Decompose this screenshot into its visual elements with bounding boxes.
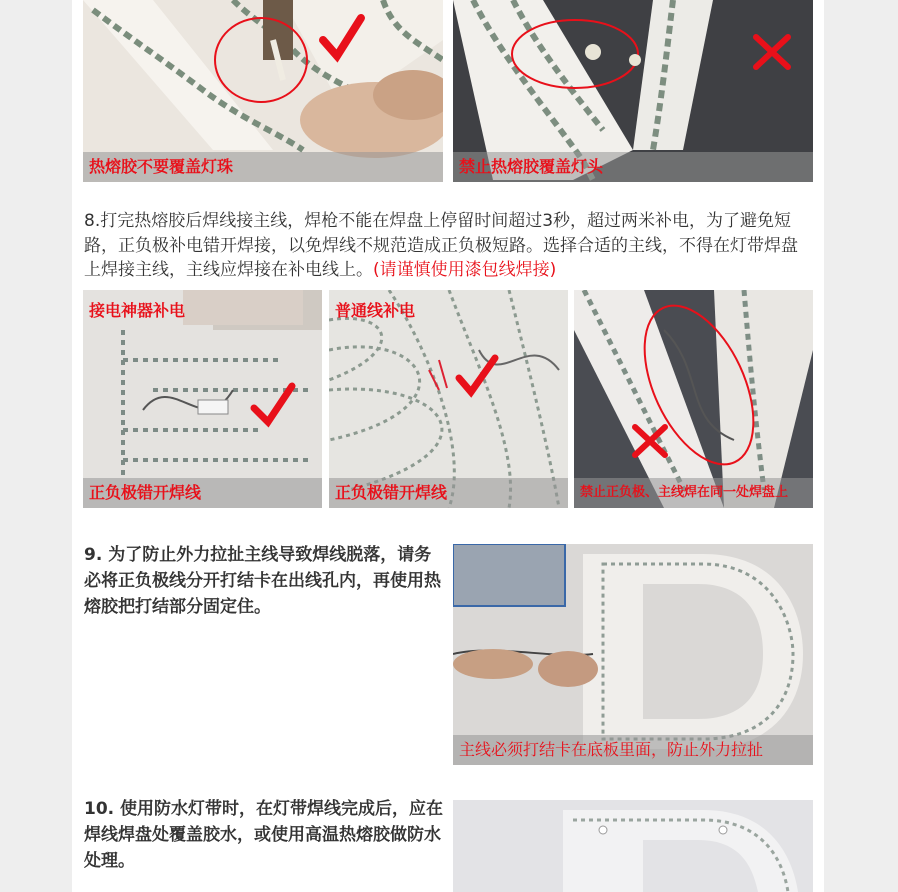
cross-mark-icon xyxy=(751,32,793,72)
label-connector-power: 接电神器补电 xyxy=(89,301,186,320)
check-mark-icon xyxy=(317,12,367,64)
check-mark-icon xyxy=(453,352,501,398)
photo-letter-d-illustration xyxy=(453,544,813,765)
caption-left-staggered: 正负极错开焊线 xyxy=(83,478,322,508)
photo-hot-glue-ok xyxy=(83,0,443,182)
photo-led-strip-illustration xyxy=(574,290,813,508)
caption-same-pad-forbidden: 禁止正负极、主线焊在同一处焊盘上 xyxy=(574,478,813,508)
caption-hot-glue-ok: 热熔胶不要覆盖灯珠 xyxy=(83,152,443,182)
photo-connector-power xyxy=(83,290,322,508)
step8-paragraph xyxy=(84,209,814,283)
step10-paragraph: 10. 使用防水灯带时，在灯带焊线完成后，应在焊线焊盘处覆盖胶水，或使用高温热熔胶做防水处理。 xyxy=(84,799,444,871)
photo-hot-glue-forbidden xyxy=(453,0,813,182)
caption-hot-glue-forbidden: 禁止热熔胶覆盖灯头 xyxy=(453,152,813,182)
label-normal-wire-power: 普通线补电 xyxy=(335,301,416,320)
photo-same-pad-forbidden xyxy=(574,290,813,508)
caption-middle-staggered: 正负极错开焊线 xyxy=(329,478,568,508)
cross-mark-icon xyxy=(630,422,670,460)
document-page xyxy=(72,0,824,892)
photo-letter-d-illustration xyxy=(453,800,813,892)
check-mark-icon xyxy=(248,380,298,430)
photo-led-strip-illustration xyxy=(329,290,568,508)
step8-text: 8.打完热熔胶后焊线接主线，焊枪不能在焊盘上停留时间超过3秒，超过两米补电，为了避免短路，正负极补电错开焊接，以免焊线不规范造成正负极短路。选择合适的主线，不得在灯带焊盘上焊接主线，主线应焊接在补电线上。 xyxy=(84,211,798,280)
photo-knot-main-wire xyxy=(453,544,813,765)
photo-waterproof-strip xyxy=(453,800,813,892)
step8-highlight: (请谨慎使用漆包线焊接) xyxy=(373,260,557,280)
caption-knot-main-wire: 主线必须打结卡在底板里面，防止外力拉扯 xyxy=(453,735,813,765)
photo-normal-wire-power xyxy=(329,290,568,508)
step9-paragraph: 9. 为了防止外力拉扯主线导致焊线脱落，请务必将正负极线分开打结卡在出线孔内，再使用热熔胶把打结部分固定住。 xyxy=(84,545,441,617)
